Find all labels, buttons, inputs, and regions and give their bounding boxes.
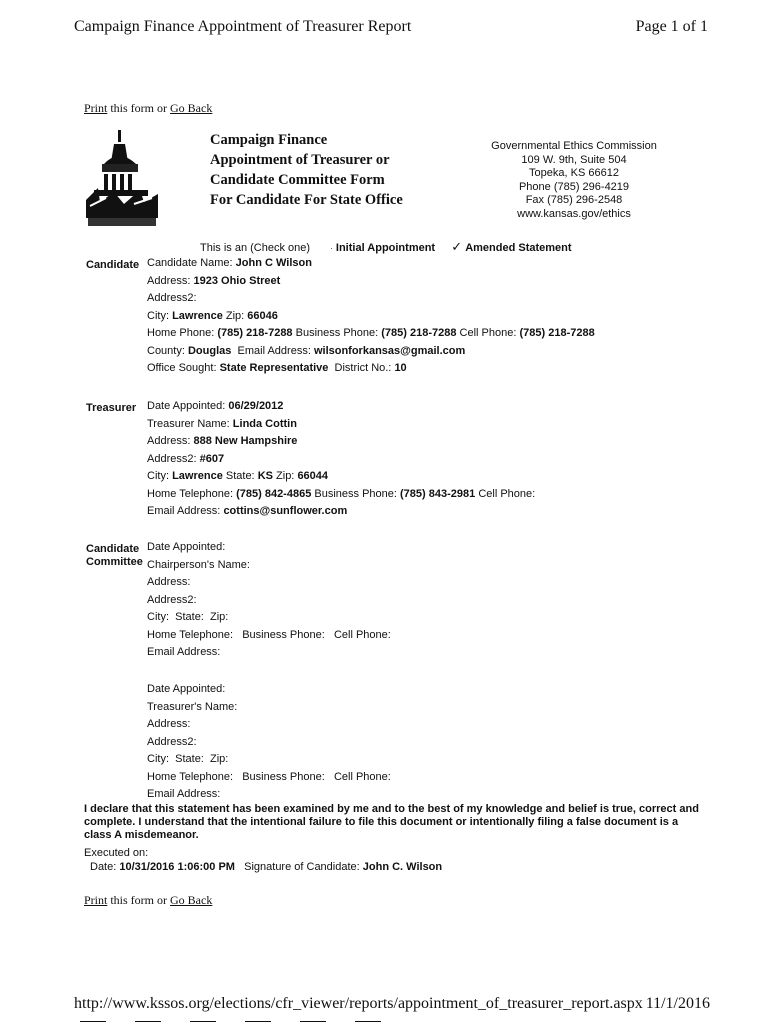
- candidate-county-value: Douglas: [187, 344, 232, 357]
- form-title-line-1: Campaign Finance: [210, 132, 328, 148]
- candidate-business-phone-label: Business Phone:: [295, 327, 379, 339]
- candidate-business-phone-value: (785) 218-7288: [381, 327, 457, 339]
- treasurer-state-value: KS: [257, 470, 273, 482]
- committee-treasurer-phones-row: [147, 769, 391, 787]
- candidate-district-label: District No.:: [334, 362, 392, 374]
- committee-treasurer-name-label: Treasurer's Name:: [147, 700, 238, 713]
- candidate-phones-row: [147, 325, 595, 343]
- execution-date-label: Date:: [90, 861, 117, 873]
- agency-website: www.kansas.gov/ethics: [517, 207, 631, 220]
- candidate-section: [147, 255, 595, 378]
- form-title: [210, 130, 403, 210]
- check-one-prompt: This is an (Check one): [200, 242, 311, 254]
- committee-treasurer-home-phone-label: Home Telephone:: [147, 770, 234, 783]
- form-title-line-3: Candidate Committee Form: [210, 172, 385, 188]
- committee-zip-label: Zip:: [210, 611, 229, 623]
- candidate-home-phone-value: (785) 218-7288: [217, 327, 293, 339]
- candidate-district-value: 10: [394, 362, 407, 374]
- initial-appointment-checkbox: ·: [330, 244, 333, 253]
- kansas-capitol-seal-icon: [84, 128, 160, 228]
- committee-treasurer-state-label: State:: [175, 753, 204, 765]
- treasurer-name-row: [147, 416, 535, 434]
- treasurer-address-value: 888 New Hampshire: [193, 435, 298, 447]
- committee-treasurer-address-label: Address:: [147, 718, 191, 730]
- committee-address-label: Address:: [147, 576, 191, 588]
- treasurer-phones-row: [147, 486, 535, 504]
- print-link[interactable]: Print: [84, 101, 108, 115]
- committee-section-label: [86, 543, 143, 569]
- candidate-county-row: [147, 343, 595, 361]
- treasurer-address-label: Address:: [147, 435, 191, 447]
- signature-row: [90, 861, 442, 873]
- footer-dash: [300, 1021, 326, 1022]
- candidate-email-label: Email Address:: [237, 344, 311, 357]
- treasurer-email-value: cottins@sunflower.com: [223, 505, 348, 517]
- candidate-city-label: City:: [147, 309, 169, 322]
- committee-treasurer-city-row: [147, 751, 391, 769]
- candidate-address-row: [147, 273, 595, 291]
- committee-city-label: City:: [147, 611, 169, 623]
- candidate-address2-label: Address2:: [147, 292, 197, 304]
- treasurer-section-label: Treasurer: [86, 402, 137, 414]
- committee-treasurer-business-phone-label: Business Phone:: [242, 770, 325, 783]
- committee-chair-name-label: Chairperson's Name:: [147, 558, 250, 571]
- treasurer-cell-phone-label: Cell Phone:: [478, 487, 536, 500]
- treasurer-city-label: City:: [147, 470, 169, 482]
- candidate-address-value: 1923 Ohio Street: [193, 274, 281, 287]
- candidate-zip-value: 66046: [247, 309, 278, 322]
- candidate-name-label: Candidate Name:: [147, 257, 233, 269]
- execution-date-value: 10/31/2016 1:06:00 PM: [119, 861, 235, 873]
- agency-city: Topeka, KS 66612: [529, 167, 619, 179]
- signature-value: John C. Wilson: [362, 861, 443, 873]
- committee-state-label: State:: [175, 611, 204, 623]
- candidate-city-row: [147, 308, 595, 326]
- treasurer-business-phone-value: (785) 843-2981: [400, 487, 476, 500]
- treasurer-name-label: Treasurer Name:: [147, 417, 230, 430]
- executed-on-label: Executed on:: [84, 847, 149, 859]
- page-number: Page 1 of 1: [635, 18, 708, 35]
- form-title-line-2: Appointment of Treasurer or: [210, 152, 390, 168]
- committee-date-label: Date Appointed:: [147, 541, 226, 553]
- treasurer-email-row: [147, 503, 535, 521]
- candidate-city-value: Lawrence: [172, 309, 223, 322]
- committee-treasurer-city-label: City:: [147, 753, 169, 765]
- candidate-home-phone-label: Home Phone:: [147, 327, 215, 339]
- committee-city-row: [147, 609, 391, 627]
- footer-date: 11/1/2016: [645, 995, 710, 1012]
- treasurer-date-value: 06/29/2012: [228, 400, 284, 412]
- candidate-office-value: State Representative: [219, 362, 329, 374]
- treasurer-address-row: [147, 433, 535, 451]
- committee-treasurer-cell-phone-label: Cell Phone:: [333, 770, 391, 783]
- committee-treasurer-section: [147, 681, 391, 804]
- footer-dash: [190, 1021, 216, 1022]
- candidate-name-value: John C Wilson: [235, 257, 312, 269]
- footer-dash: [355, 1021, 381, 1022]
- committee-phones-row: [147, 627, 391, 645]
- treasurer-state-label: State:: [225, 470, 255, 482]
- agency-contact-block: [486, 140, 662, 221]
- committee-chair-section: [147, 539, 391, 662]
- committee-treasurer-email-label: Email Address:: [147, 788, 221, 800]
- amended-statement-label: Amended Statement: [465, 242, 572, 254]
- candidate-address2-row: [147, 290, 595, 308]
- treasurer-date-row: [147, 398, 535, 416]
- treasurer-address2-row: [147, 451, 535, 469]
- links-separator-text-bottom: this form or: [107, 893, 171, 907]
- candidate-office-row: [147, 360, 595, 378]
- links-separator-text: this form or: [107, 101, 171, 115]
- committee-home-phone-label: Home Telephone:: [147, 628, 234, 641]
- treasurer-zip-value: 66044: [297, 470, 329, 482]
- committee-business-phone-label: Business Phone:: [242, 628, 325, 641]
- treasurer-address2-label: Address2:: [147, 452, 197, 465]
- treasurer-section: [147, 398, 535, 521]
- page-header-title: Campaign Finance Appointment of Treasurer Report: [74, 18, 412, 35]
- candidate-office-label: Office Sought:: [147, 362, 217, 374]
- signature-label: Signature of Candidate:: [244, 861, 360, 873]
- treasurer-date-label: Date Appointed:: [147, 400, 226, 412]
- candidate-name-row: [147, 255, 595, 273]
- committee-address2-label: Address2:: [147, 593, 197, 606]
- candidate-cell-phone-label: Cell Phone:: [459, 327, 517, 339]
- committee-treasurer-zip-label: Zip:: [210, 753, 229, 765]
- form-title-line-4: For Candidate For State Office: [210, 192, 403, 208]
- footer-url: http://www.kssos.org/elections/cfr_viewer/reports/appointment_of_treasurer_report.aspx: [74, 995, 643, 1012]
- treasurer-zip-label: Zip:: [276, 470, 295, 482]
- candidate-address-label: Address:: [147, 274, 191, 287]
- committee-cell-phone-label: Cell Phone:: [333, 628, 391, 641]
- go-back-link-bottom[interactable]: Go Back: [170, 893, 213, 907]
- treasurer-city-value: Lawrence: [172, 470, 223, 482]
- top-links: [84, 101, 212, 116]
- footer-dash: [135, 1021, 161, 1022]
- treasurer-home-phone-value: (785) 842-4865: [236, 487, 312, 500]
- footer-dash: [245, 1021, 271, 1022]
- agency-address: 109 W. 9th, Suite 504: [521, 153, 627, 166]
- treasurer-address2-value: #607: [199, 452, 225, 465]
- declaration-text: I declare that this statement has been examined by me and to the best of my knowledge and belief is true, correct and complete. I understand that the intentional failure to file this document or intentionally filing a false document is a class A misdemeanor.: [84, 803, 699, 842]
- treasurer-home-phone-label: Home Telephone:: [147, 487, 234, 500]
- committee-section-label-line-1: Candidate: [86, 543, 140, 555]
- treasurer-business-phone-label: Business Phone:: [314, 487, 397, 500]
- bottom-links: [84, 893, 212, 908]
- agency-name: Governmental Ethics Commission: [491, 140, 657, 152]
- agency-phone: Phone (785) 296-4219: [518, 180, 630, 193]
- candidate-email-value: wilsonforkansas@gmail.com: [313, 344, 466, 357]
- candidate-county-label: County:: [147, 344, 185, 357]
- print-link-bottom[interactable]: Print: [84, 893, 108, 907]
- candidate-cell-phone-value: (785) 218-7288: [519, 327, 595, 339]
- checkmark-icon: ✓: [451, 239, 463, 254]
- committee-section-label-line-2: Committee: [86, 556, 143, 568]
- footer-dash: [80, 1021, 106, 1022]
- agency-fax: Fax (785) 296-2548: [525, 194, 623, 206]
- go-back-link[interactable]: Go Back: [170, 101, 213, 115]
- candidate-zip-label: Zip:: [225, 309, 245, 322]
- candidate-section-label: Candidate: [86, 259, 140, 271]
- committee-email-label: Email Address:: [147, 646, 221, 658]
- initial-appointment-label: Initial Appointment: [335, 242, 436, 254]
- treasurer-email-label: Email Address:: [147, 505, 221, 517]
- committee-treasurer-date-label: Date Appointed:: [147, 683, 226, 695]
- treasurer-name-value: Linda Cottin: [232, 417, 297, 430]
- committee-treasurer-address2-label: Address2:: [147, 735, 197, 748]
- treasurer-city-row: [147, 468, 535, 486]
